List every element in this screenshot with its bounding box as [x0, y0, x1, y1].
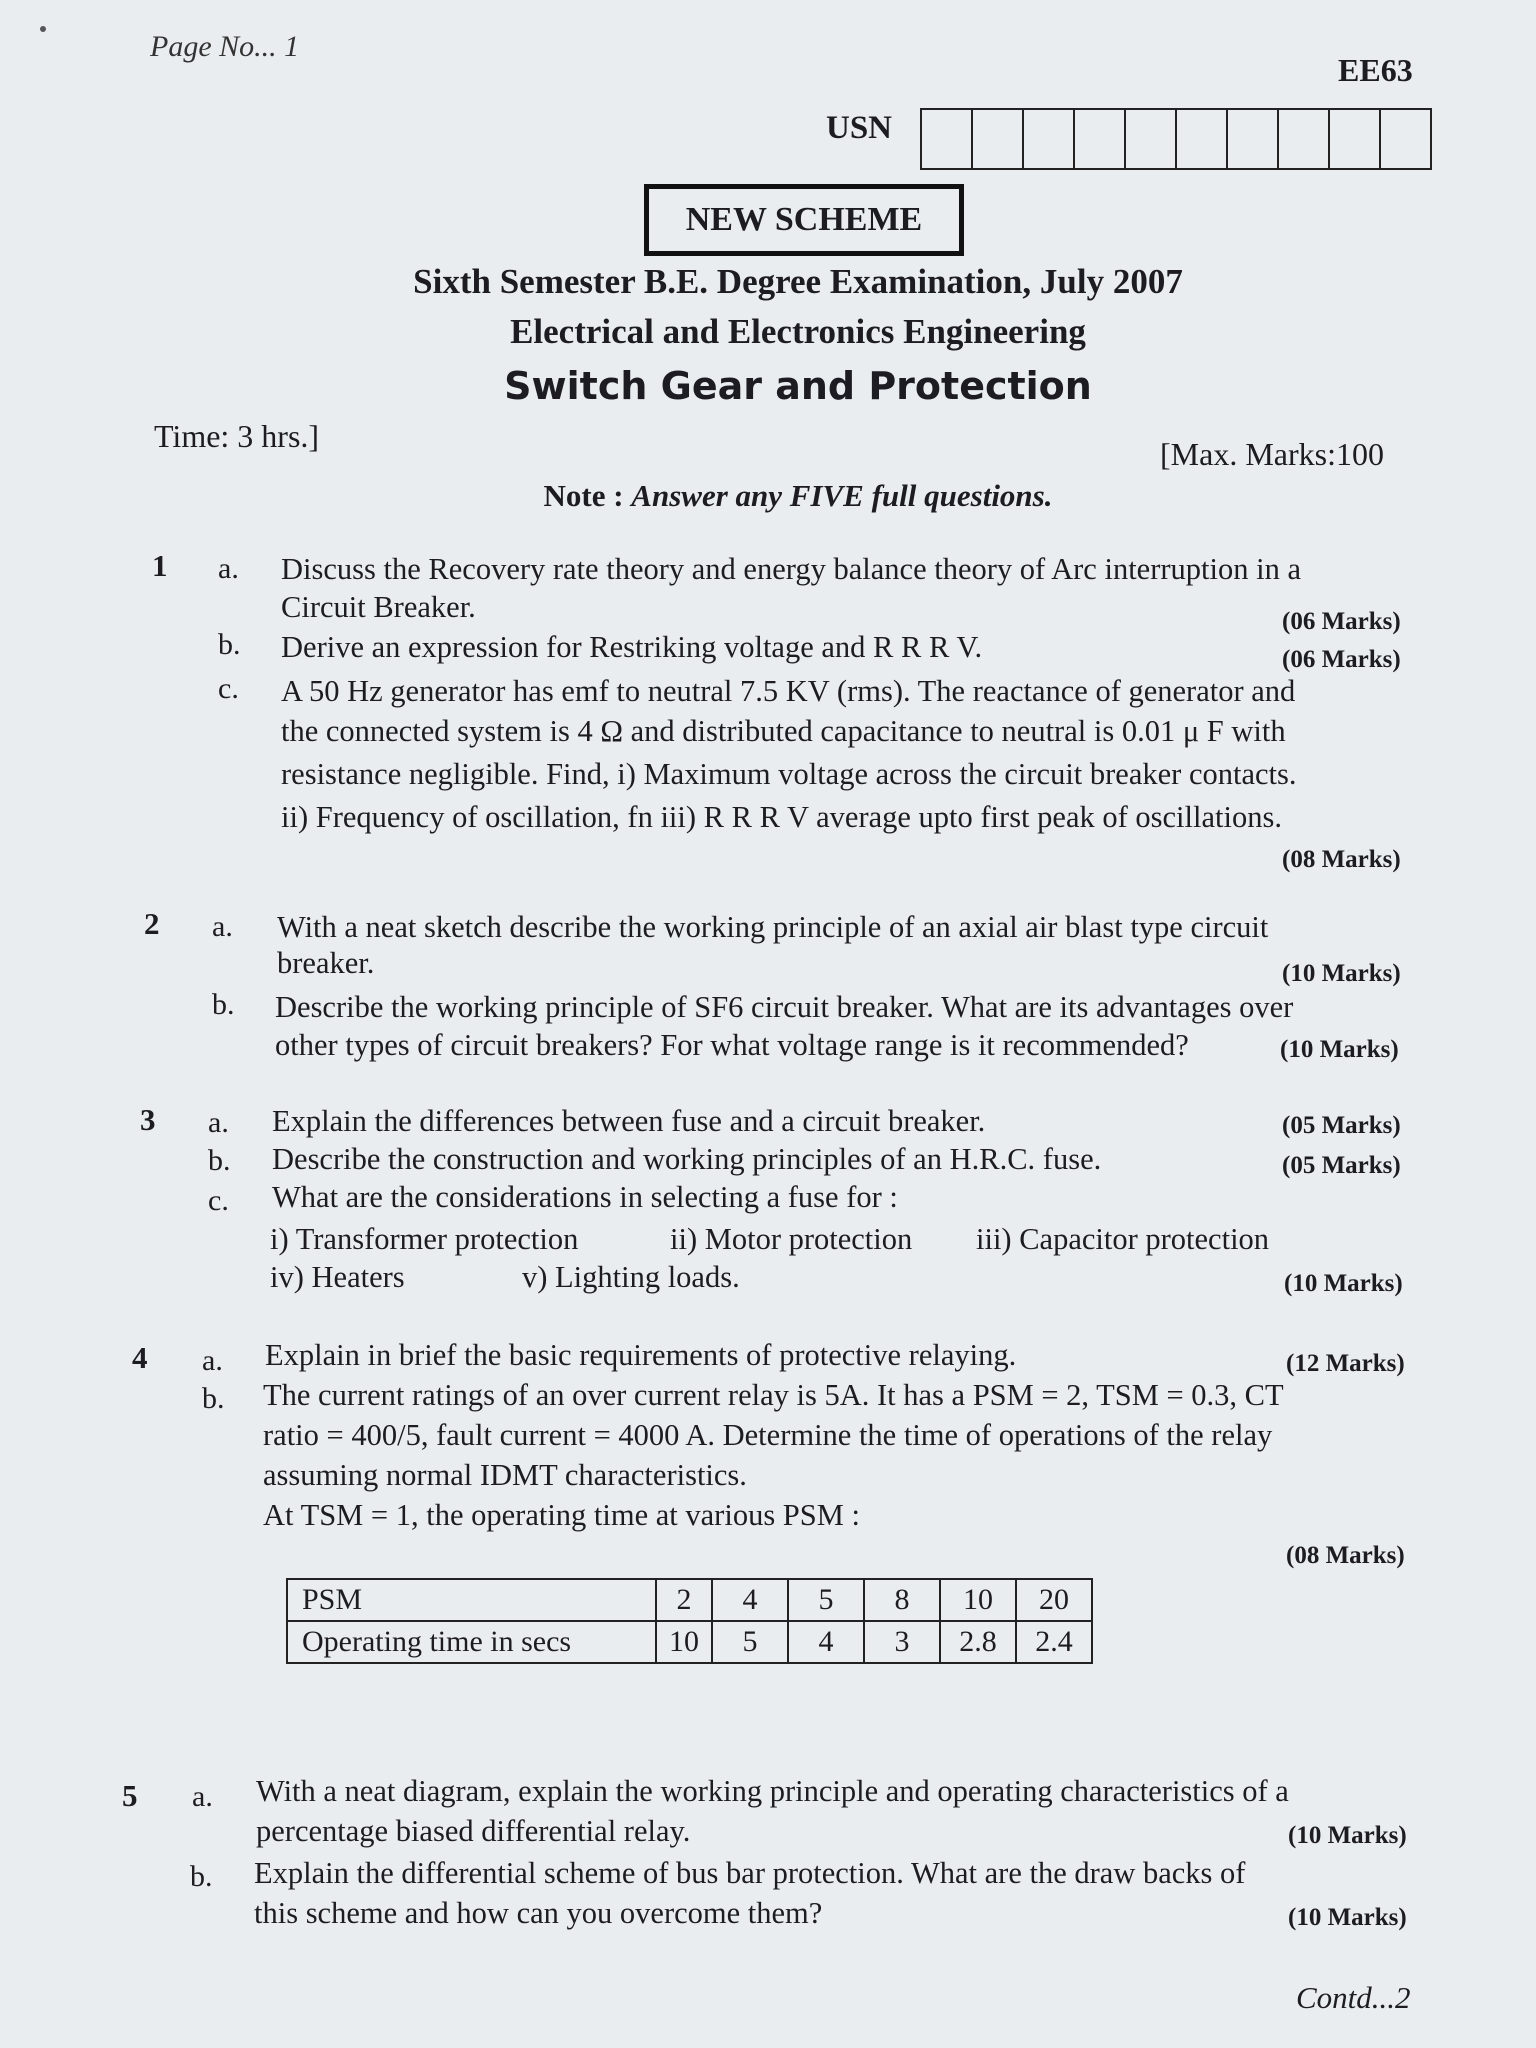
sub-label: b. [218, 628, 241, 661]
marks: (12 Marks) [1286, 1350, 1405, 1377]
fuse-item: ii) Motor protection [670, 1222, 913, 1256]
question-number: 2 [144, 906, 160, 941]
sub-label: b. [202, 1382, 225, 1415]
question-text: the connected system is 4 Ω and distributed capacitance to neutral is 0.01 μ F with [281, 714, 1286, 748]
question-text: Describe the construction and working principles of an H.R.C. fuse. [272, 1142, 1102, 1176]
psm-table [286, 1578, 1093, 1664]
department: Electrical and Electronics Engineering [510, 312, 1086, 351]
fuse-item: iii) Capacitor protection [976, 1222, 1270, 1256]
question-text: With a neat diagram, explain the working principle and operating characteristics of a [256, 1774, 1289, 1808]
question-number: 1 [152, 548, 168, 583]
question-number: 5 [122, 1778, 138, 1813]
question-text: percentage biased differential relay. [256, 1814, 691, 1848]
question-text: Derive an expression for Restriking voltage and R R R V. [281, 630, 983, 664]
marks: (10 Marks) [1288, 1904, 1407, 1931]
usn-label: USN [826, 110, 893, 146]
sub-label: c. [218, 672, 239, 705]
sub-label: b. [208, 1144, 231, 1177]
fuse-item: v) Lighting loads. [522, 1260, 740, 1294]
table-cell: 8 [864, 1579, 940, 1621]
sub-label: a. [202, 1344, 223, 1377]
question-text: resistance negligible. Find, i) Maximum voltage across the circuit breaker contacts. [281, 757, 1297, 791]
question-number: 3 [140, 1102, 156, 1137]
marks: (10 Marks) [1288, 1822, 1407, 1849]
usn-box [1024, 110, 1075, 168]
question-text: assuming normal IDMT characteristics. [263, 1458, 747, 1492]
question-text: With a neat sketch describe the working principle of an axial air blast type circuit [277, 910, 1269, 944]
question-text: Describe the working principle of SF6 circuit breaker. What are its advantages over [275, 990, 1294, 1024]
subject: Switch Gear and Protection [504, 364, 1092, 408]
table-cell: 5 [712, 1621, 788, 1663]
table-row [287, 1579, 1092, 1621]
table-row [287, 1621, 1092, 1663]
table-cell: 10 [940, 1579, 1016, 1621]
sub-label: c. [208, 1184, 229, 1217]
marks: (05 Marks) [1282, 1112, 1401, 1139]
table-cell: 10 [656, 1621, 712, 1663]
question-text: ii) Frequency of oscillation, fn iii) R R R V average upto first peak of oscillations. [281, 800, 1282, 834]
marks: (08 Marks) [1282, 846, 1401, 873]
usn-box [1177, 110, 1228, 168]
question-text: Discuss the Recovery rate theory and energy balance theory of Arc interruption in a [281, 552, 1301, 586]
question-text: Explain in brief the basic requirements of protective relaying. [265, 1338, 1017, 1372]
marks: (10 Marks) [1284, 1270, 1403, 1297]
note-label: Note : [543, 478, 624, 513]
usn-box [1126, 110, 1177, 168]
page-number: Page No... 1 [150, 30, 300, 63]
note [0, 478, 1536, 514]
table-cell: 4 [788, 1621, 864, 1663]
question-text: Explain the differences between fuse and a circuit breaker. [272, 1104, 986, 1138]
table-cell: 2 [656, 1579, 712, 1621]
sub-label: b. [190, 1860, 213, 1893]
table-cell: 5 [788, 1579, 864, 1621]
sub-label: b. [212, 988, 235, 1021]
sub-label: a. [218, 552, 239, 585]
question-text: The current ratings of an over current relay is 5A. It has a PSM = 2, TSM = 0.3, CT [263, 1378, 1284, 1412]
usn-box [1075, 110, 1126, 168]
marks: (08 Marks) [1286, 1542, 1405, 1569]
question-text: Explain the differential scheme of bus bar protection. What are the draw backs of [254, 1856, 1246, 1890]
scheme-box: NEW SCHEME [644, 184, 964, 256]
table-cell: 2.8 [940, 1621, 1016, 1663]
table-cell: PSM [287, 1579, 656, 1621]
continued-note: Contd...2 [1296, 1980, 1411, 2015]
table-cell: Operating time in secs [287, 1621, 656, 1663]
question-text: A 50 Hz generator has emf to neutral 7.5 KV (rms). The reactance of generator and [281, 674, 1296, 708]
exam-title: Sixth Semester B.E. Degree Examination, July 2007 [413, 262, 1183, 301]
note-text: Answer any FIVE full questions. [631, 478, 1053, 513]
table-cell: 4 [712, 1579, 788, 1621]
table-cell: 3 [864, 1621, 940, 1663]
marks: (10 Marks) [1280, 1036, 1399, 1063]
usn-box [922, 110, 973, 168]
paper-code: EE63 [1338, 52, 1413, 88]
table-cell: 2.4 [1016, 1621, 1092, 1663]
sub-label: a. [212, 910, 233, 943]
sub-label: a. [208, 1106, 229, 1139]
question-text: this scheme and how can you overcome them? [254, 1896, 823, 1930]
sub-label: a. [192, 1780, 213, 1813]
question-text: What are the considerations in selecting a fuse for : [272, 1180, 898, 1214]
usn-box [1279, 110, 1330, 168]
marks: (10 Marks) [1282, 960, 1401, 987]
question-text: breaker. [277, 946, 375, 980]
fuse-item: iv) Heaters [270, 1260, 405, 1294]
marks: (05 Marks) [1282, 1152, 1401, 1179]
usn-boxes [920, 108, 1432, 170]
usn-box [1381, 110, 1430, 168]
usn-box [1228, 110, 1279, 168]
ink-dot [40, 26, 46, 32]
question-text: ratio = 400/5, fault current = 4000 A. Determine the time of operations of the relay [263, 1418, 1273, 1452]
marks: (06 Marks) [1282, 646, 1401, 673]
max-marks: [Max. Marks:100 [1160, 436, 1384, 472]
question-text: At TSM = 1, the operating time at various PSM : [263, 1498, 860, 1532]
usn-box [973, 110, 1024, 168]
fuse-item: i) Transformer protection [270, 1222, 579, 1256]
table-cell: 20 [1016, 1579, 1092, 1621]
time: Time: 3 hrs.] [154, 418, 320, 454]
question-text: other types of circuit breakers? For what voltage range is it recommended? [275, 1028, 1189, 1062]
question-number: 4 [132, 1340, 148, 1375]
marks: (06 Marks) [1282, 608, 1401, 635]
question-text: Circuit Breaker. [281, 590, 476, 624]
usn-box [1330, 110, 1381, 168]
